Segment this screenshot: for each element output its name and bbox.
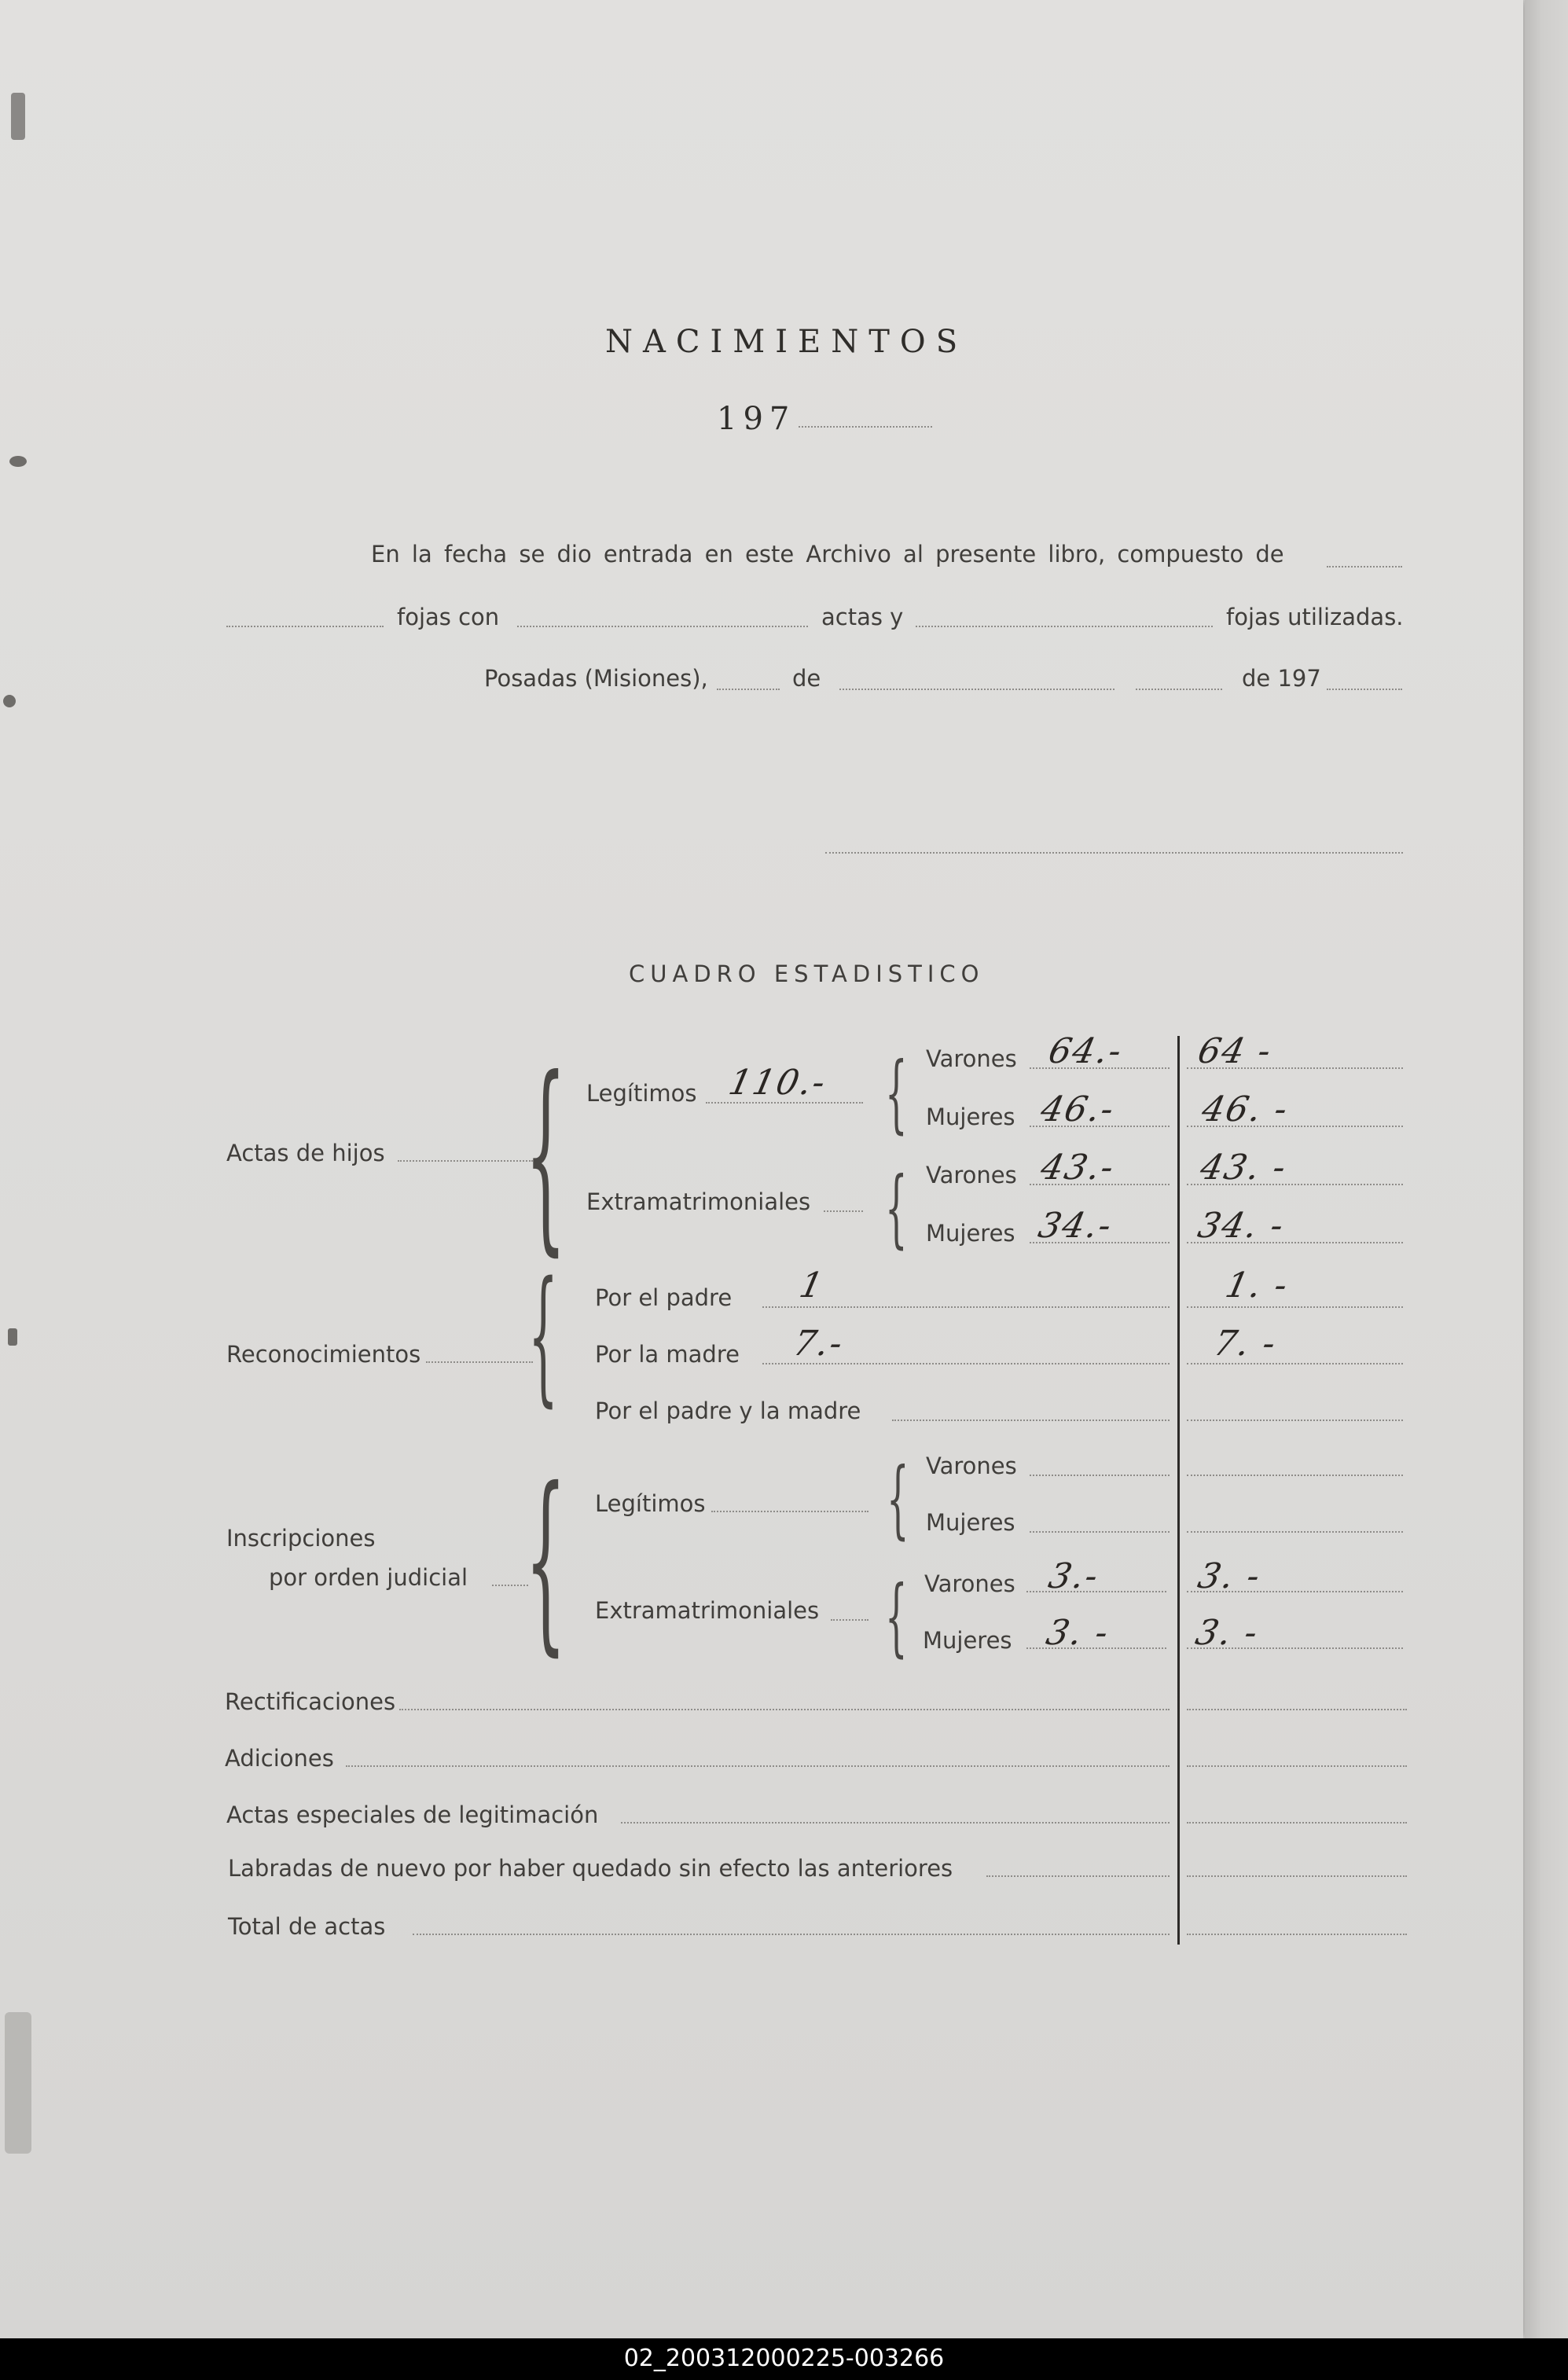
por-la-madre-right-value: 7. - [1210,1324,1281,1364]
extramatrimoniales-leader [824,1210,863,1212]
varones-right-value: 64 - [1194,1031,1276,1071]
por-el-padre-label: Por el padre [595,1284,733,1311]
insc-extra-leader [831,1619,868,1621]
adiciones-label: Adiciones [225,1745,334,1772]
por-ambos-leader [892,1420,1170,1421]
total-actas-leader [413,1934,1170,1935]
insc-extra-mujeres-value: 3. - [1042,1613,1114,1653]
insc-extra-varones-value: 3.- [1045,1556,1103,1596]
insc-extra-mujeres-right-value: 3. - [1192,1613,1263,1653]
stats-title: CUADRO ESTADISTICO [629,960,985,987]
actas-hijos-leader [398,1160,533,1162]
insc-mujeres-right-line [1187,1531,1403,1533]
insc-extra-varones-right-value: 3. - [1194,1556,1265,1596]
mujeres-right-value: 46. - [1198,1089,1293,1129]
fojas-count-blank [226,626,384,627]
binding-mark [3,695,16,707]
rectificaciones-leader [399,1709,1170,1710]
posadas-label: Posadas (Misiones), [484,665,708,692]
total-actas-right-line [1187,1934,1407,1935]
por-el-padre-right-line [1187,1306,1403,1308]
labradas-label: Labradas de nuevo por haber quedado sin efecto las anteriores [228,1855,953,1882]
extra-mujeres-right-value: 34. - [1194,1206,1289,1246]
insc-legitimos-leader [711,1511,868,1512]
insc-varones-label: Varones [926,1453,1017,1479]
insc-varones-right-line [1187,1475,1403,1476]
file-identifier: 02_200312000225-003266 [623,2345,945,2372]
de-197-label: de 197 [1242,665,1321,692]
reconocimientos-leader [426,1361,533,1363]
por-el-padre-right-value: 1. - [1221,1265,1293,1306]
compuesto-blank [1327,566,1402,567]
reconocimientos-label: Reconocimientos [226,1341,421,1368]
brace-reconocimientos: { [528,1251,559,1421]
brace-actas-hijos: { [525,1035,567,1275]
legitimos-total: 110.- [725,1063,831,1103]
por-el-padre-leader [762,1306,1170,1308]
year-blank [799,426,932,428]
brace-inscripciones: { [525,1448,567,1674]
insc-mujeres-leader [1030,1531,1170,1533]
binding-mark [5,2012,31,2154]
insc-legitimos-label: Legítimos [595,1490,706,1517]
fojas-utilizadas-label: fojas utilizadas. [1226,604,1404,630]
varones-value: 64.- [1045,1031,1127,1071]
page-edge [1525,0,1568,2338]
por-la-madre-label: Por la madre [595,1341,740,1368]
brace-extramatrimoniales: { [885,1159,908,1258]
actas-y-label: actas y [821,604,904,630]
binding-mark [8,1328,17,1346]
fojas-used-blank [916,626,1213,627]
rectificaciones-label: Rectificaciones [225,1688,396,1715]
actas-count-blank [517,626,808,627]
actas-hijos-label: Actas de hijos [226,1140,385,1166]
insc-varones-leader [1030,1475,1170,1476]
rectificaciones-right-line [1187,1709,1407,1710]
inscripciones-label: Inscripciones [226,1525,376,1552]
por-la-madre-value: 7.- [789,1324,848,1364]
legitimacion-right-line [1187,1822,1407,1824]
por-el-padre-value: 1 [795,1265,828,1306]
legitimacion-leader [621,1822,1170,1824]
total-actas-label: Total de actas [228,1913,386,1940]
insc-mujeres-label: Mujeres [926,1509,1015,1536]
extra-mujeres-value: 34.- [1034,1206,1117,1246]
month-blank [839,689,1114,690]
binding-mark [9,456,27,467]
adiciones-leader [346,1765,1170,1767]
legitimos-label: Legítimos [586,1080,697,1107]
year-label: 197 [717,401,796,437]
mujeres-label: Mujeres [926,1104,1015,1130]
binding-mark [11,93,25,140]
brace-legitimos: { [885,1044,908,1144]
legitimacion-label: Actas especiales de legitimación [226,1802,599,1828]
extramatrimoniales-label: Extramatrimoniales [586,1188,811,1215]
inscripciones-leader [492,1585,528,1586]
intro-line1: En la fecha se dio entrada en este Archivo al presente libro, compuesto de [371,541,1284,567]
brace-insc-legitimos: { [887,1449,909,1549]
extra-varones-value: 43.- [1037,1148,1119,1188]
year-suffix-blank [1327,689,1402,690]
column-divider [1177,1036,1180,1945]
varones-label: Varones [926,1045,1017,1072]
fojas-con-label: fojas con [397,604,500,630]
signature-blank [825,852,1403,854]
insc-extra-varones-label: Varones [924,1570,1015,1597]
por-ambos-right-line [1187,1420,1403,1421]
day-blank [717,689,780,690]
extra-mujeres-label: Mujeres [926,1220,1015,1247]
insc-extra-mujeres-label: Mujeres [923,1627,1012,1654]
por-ambos-label: Por el padre y la madre [595,1398,861,1424]
brace-insc-extra: { [885,1567,908,1667]
labradas-leader [986,1875,1170,1877]
mujeres-value: 46.- [1037,1089,1119,1129]
extra-varones-right-value: 43. - [1196,1148,1291,1188]
adiciones-right-line [1187,1765,1407,1767]
month-blank-2 [1136,689,1222,690]
extra-varones-label: Varones [926,1162,1017,1188]
insc-extra-label: Extramatrimoniales [595,1597,820,1624]
page-title: NACIMIENTOS [605,324,968,360]
orden-judicial-label: por orden judicial [269,1564,468,1591]
labradas-right-line [1187,1875,1407,1877]
de-label: de [792,665,821,692]
